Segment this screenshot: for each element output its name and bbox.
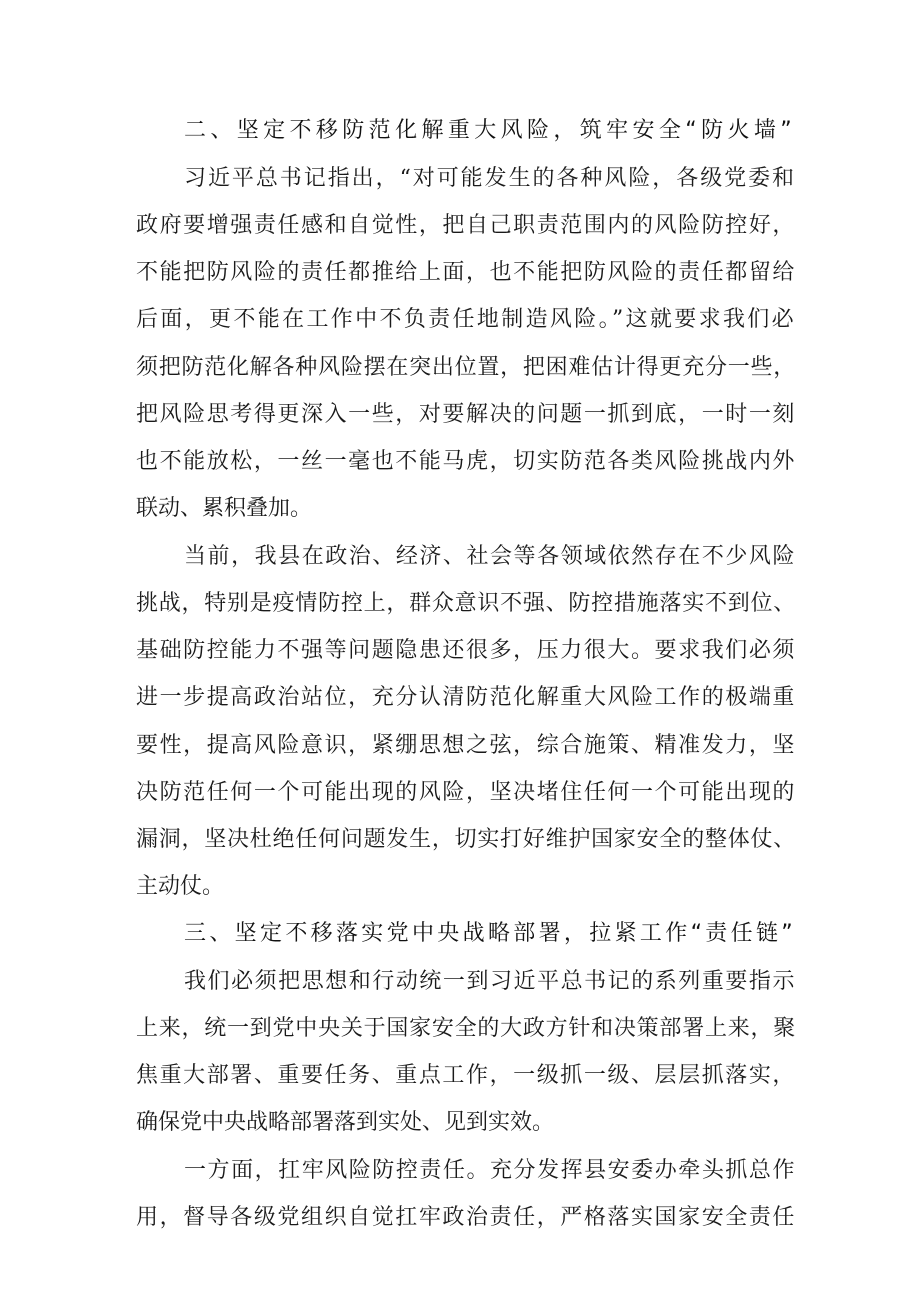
paragraph-line <box>0 589 920 619</box>
paragraph-line <box>0 683 920 713</box>
text-line: 习近平总书记指出，“对可能发生的各种风险，各级党委和 <box>184 166 796 191</box>
paragraph-line <box>0 305 920 335</box>
paragraph-line <box>0 1156 920 1186</box>
paragraph-line <box>0 542 920 572</box>
paragraph-line <box>0 967 920 997</box>
section-heading-2 <box>0 116 920 146</box>
text-line: 漏洞，坚决杜绝任何问题发生，切实打好维护国家安全的整体仗、 <box>136 827 796 852</box>
text-line: 后面，更不能在工作中不负责任地制造风险。”这就要求我们必 <box>136 307 796 332</box>
paragraph-line <box>0 211 920 241</box>
paragraph-line <box>0 353 920 383</box>
paragraph-line <box>0 164 920 194</box>
text-line: 把风险思考得更深入一些，对要解决的问题一抓到底，一时一刻 <box>136 402 796 427</box>
section-heading-3 <box>0 919 920 949</box>
text-line: 焦重大部署、重要任务、重点工作，一级抓一级、层层抓落实， <box>136 1063 796 1088</box>
text-line: 我们必须把思想和行动统一到习近平总书记的系列重要指示 <box>184 969 796 994</box>
paragraph-line <box>0 636 920 666</box>
text-line: 也不能放松，一丝一毫也不能马虎，切实防范各类风险挑战内外 <box>136 449 796 474</box>
paragraph-line <box>0 1203 920 1233</box>
text-line: 上来，统一到党中央关于国家安全的大政方针和决策部署上来，聚 <box>136 1016 796 1041</box>
text-line: 基础防控能力不强等问题隐患还很多，压力很大。要求我们必须 <box>136 638 796 663</box>
paragraph-line <box>0 258 920 288</box>
paragraph-line <box>0 731 920 761</box>
paragraph-line <box>0 825 920 855</box>
paragraph-line <box>0 872 920 902</box>
paragraph-line <box>0 447 920 477</box>
text-line: 主动仗。 <box>136 874 225 899</box>
paragraph-line <box>0 1108 920 1138</box>
text-line: 不能把防风险的责任都推给上面，也不能把防风险的责任都留给 <box>136 260 796 285</box>
paragraph-line <box>0 778 920 808</box>
text-line: 决防范任何一个可能出现的风险，坚决堵住任何一个可能出现的 <box>136 780 796 805</box>
heading-text: 二、坚定不移防范化解重大风险，筑牢安全“防火墙” <box>184 118 796 143</box>
text-line: 一方面，扛牢风险防控责任。充分发挥县安委办牵头抓总作 <box>184 1158 796 1183</box>
paragraph-line <box>0 1014 920 1044</box>
text-line: 用，督导各级党组织自觉扛牢政治责任，严格落实国家安全责任 <box>136 1205 796 1230</box>
paragraph-line <box>0 400 920 430</box>
text-line: 须把防范化解各种风险摆在突出位置，把困难估计得更充分一些， <box>136 355 796 380</box>
text-line: 政府要增强责任感和自觉性，把自己职责范围内的风险防控好， <box>136 213 796 238</box>
heading-text: 三、坚定不移落实党中央战略部署，拉紧工作“责任链” <box>184 921 796 946</box>
text-line: 确保党中央战略部署落到实处、见到实效。 <box>136 1110 555 1135</box>
text-line: 挑战，特别是疫情防控上，群众意识不强、防控措施落实不到位、 <box>136 591 796 616</box>
text-line: 进一步提高政治站位，充分认清防范化解重大风险工作的极端重 <box>136 685 796 710</box>
text-line: 联动、累积叠加。 <box>136 496 313 521</box>
paragraph-line <box>0 494 920 524</box>
paragraph-line <box>0 1061 920 1091</box>
text-line: 当前，我县在政治、经济、社会等各领域依然存在不少风险 <box>184 544 796 569</box>
text-line: 要性，提高风险意识，紧绷思想之弦，综合施策、精准发力，坚 <box>136 733 796 758</box>
